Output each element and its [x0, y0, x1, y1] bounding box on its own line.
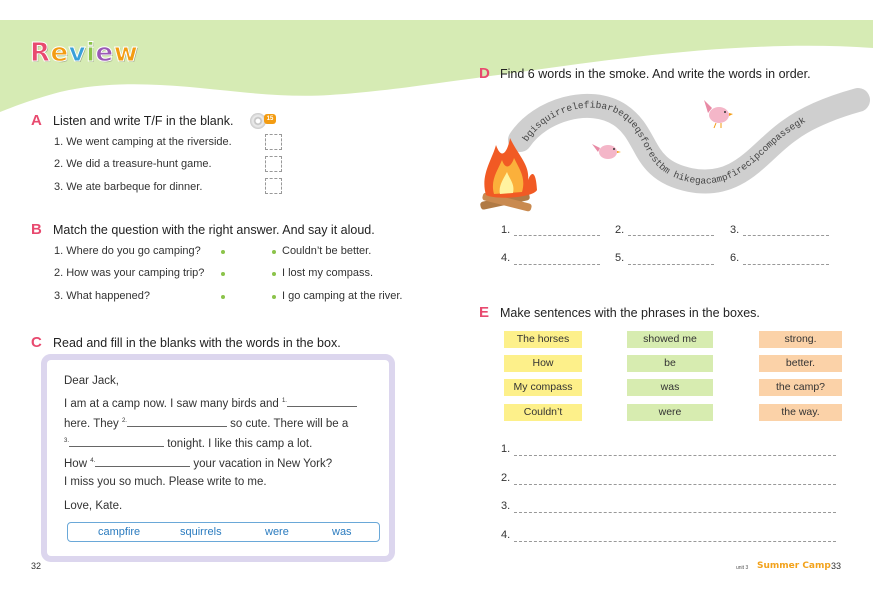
phrase-chip[interactable]: better.: [759, 355, 842, 372]
section-c-letter: C: [31, 334, 42, 351]
section-b-answer-1: Couldn’t be better.: [282, 245, 372, 257]
section-c-instruction: Read and fill in the blanks with the words in the box.: [53, 336, 341, 350]
section-a-letter: A: [31, 112, 42, 129]
d-answer-line-4[interactable]: [514, 264, 600, 265]
letter-line-3: $^{3.}$ tonight. I like this camp a lot.: [64, 438, 313, 450]
e-answer-line-4[interactable]: [514, 541, 836, 542]
d-blank-label-1: 1.: [501, 224, 511, 236]
section-a-item-1: 1. We went camping at the riverside.: [54, 136, 232, 148]
phrase-chip[interactable]: was: [627, 379, 713, 396]
section-b-question-3: 3. What happened?: [54, 290, 151, 302]
d-blank-label-3: 3.: [730, 224, 740, 236]
page-number-left: 32: [31, 561, 42, 571]
d-blank-label-6: 6.: [730, 252, 740, 264]
bird-icon: [704, 100, 733, 128]
phrase-chip[interactable]: the way.: [759, 404, 842, 421]
phrase-chip[interactable]: The horses: [504, 331, 582, 348]
phrase-chip[interactable]: strong.: [759, 331, 842, 348]
phrase-chip[interactable]: the camp?: [759, 379, 842, 396]
word-bank-item: squirrels: [180, 526, 222, 538]
e-answer-line-3[interactable]: [514, 512, 836, 513]
letter-line-1: I am at a camp now. I saw many birds and $^{1.}$: [64, 396, 357, 410]
section-b-instruction: Match the question with the right answer. And say it aloud.: [53, 223, 375, 237]
section-d-instruction: Find 6 words in the smoke. And write the words in order.: [500, 67, 811, 81]
d-answer-line-1[interactable]: [514, 235, 600, 236]
d-blank-label-5: 5.: [615, 252, 625, 264]
letter-closing: Love, Kate.: [64, 500, 123, 512]
section-b-answer-2: I lost my compass.: [282, 267, 374, 279]
section-e-letter: E: [479, 304, 490, 321]
e-answer-line-2[interactable]: [514, 484, 836, 485]
e-line-label-3: 3.: [501, 500, 511, 512]
section-b-question-2: 2. How was your camping trip?: [54, 267, 205, 279]
phrase-chip[interactable]: Couldn’t: [504, 404, 582, 421]
d-answer-line-2[interactable]: [628, 235, 714, 236]
d-answer-line-3[interactable]: [743, 235, 829, 236]
word-bank-item: was: [332, 526, 352, 538]
e-answer-line-1[interactable]: [514, 455, 836, 456]
track-number-badge: 15: [264, 114, 276, 124]
d-answer-line-5[interactable]: [628, 264, 714, 265]
word-bank-item: were: [265, 526, 289, 538]
section-d-letter: D: [479, 65, 490, 82]
section-b-question-1: 1. Where do you go camping?: [54, 245, 201, 257]
bird-icon: [592, 144, 621, 159]
phrase-chip[interactable]: How: [504, 355, 582, 372]
d-answer-line-6[interactable]: [743, 264, 829, 265]
section-a-instruction: Listen and write T/F in the blank.: [53, 114, 234, 128]
e-line-label-4: 4.: [501, 529, 511, 541]
e-line-label-1: 1.: [501, 443, 511, 455]
letter-line-2: here. They $^{2.}$ so cute. There will be a: [64, 418, 349, 430]
page-title: Review: [30, 38, 139, 68]
section-b-answer-3: I go camping at the river.: [282, 290, 403, 302]
d-blank-label-2: 2.: [615, 224, 625, 236]
footer-unit: unit 3: [736, 565, 749, 571]
campfire-icon: [480, 138, 537, 212]
d-blank-label-4: 4.: [501, 252, 511, 264]
phrase-chip[interactable]: be: [627, 355, 713, 372]
section-a-item-3: 3. We ate barbeque for dinner.: [54, 181, 203, 193]
phrase-chip[interactable]: showed me: [627, 331, 713, 348]
letter-greeting: Dear Jack,: [64, 375, 119, 387]
phrase-chip[interactable]: My compass: [504, 379, 582, 396]
letter-line-4: How $^{4.}$ your vacation in New York?: [64, 458, 333, 470]
section-e-instruction: Make sentences with the phrases in the boxes.: [500, 306, 760, 320]
phrase-chip[interactable]: were: [627, 404, 713, 421]
e-line-label-2: 2.: [501, 472, 511, 484]
word-bank-item: campfire: [98, 526, 141, 538]
letter-line-5: I miss you so much. Please write to me.: [64, 476, 267, 488]
section-b-letter: B: [31, 221, 42, 238]
smoke-letters: bgisquirrelefibarbequeqsforestbm hikegacampfirecipcompassegk: [520, 99, 808, 187]
footer-unit-title: Summer Camp: [757, 561, 831, 571]
section-a-item-2: 2. We did a treasure-hunt game.: [54, 158, 212, 170]
page-number-right: 33: [831, 561, 842, 571]
